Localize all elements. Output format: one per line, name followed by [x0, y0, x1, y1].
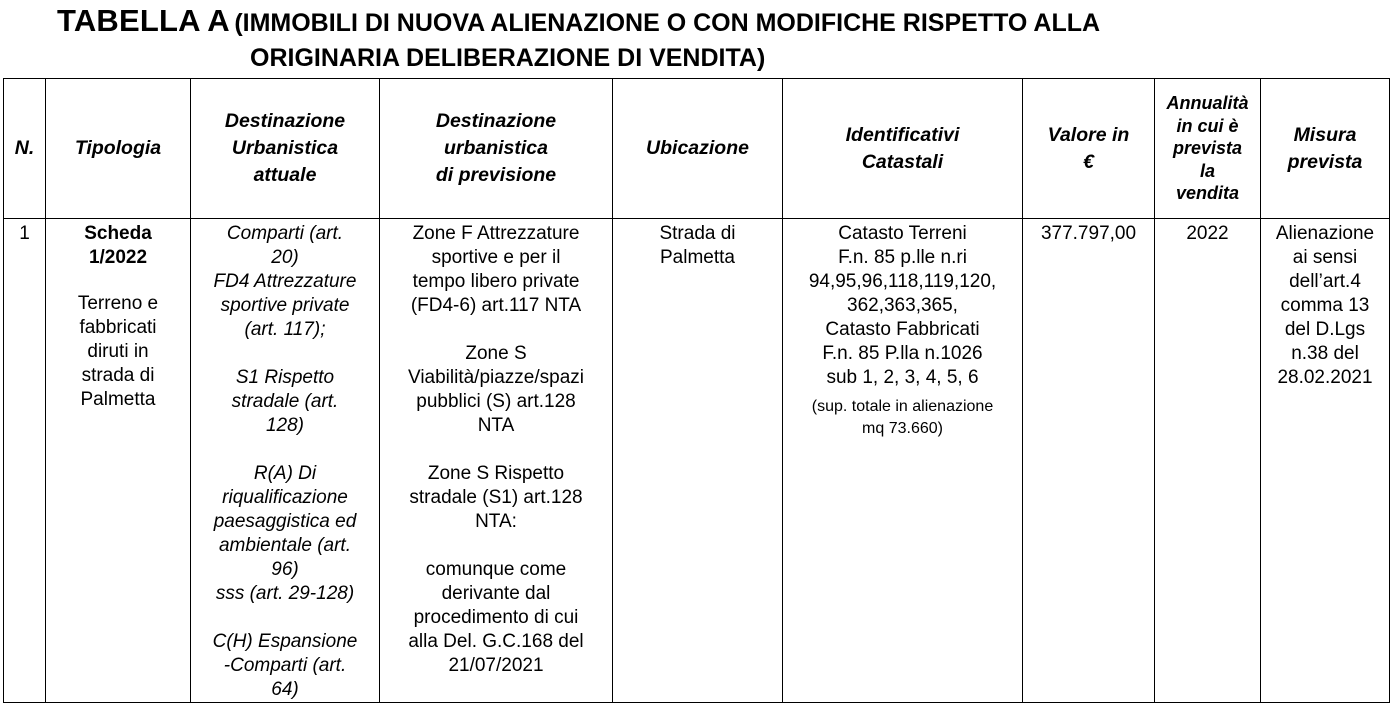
cell-dest-previsione: Zone F Attrezzature sportive e per il tempo libero private (FD4-6) art.117 NTA Zone S Viabilità/piazze/spazi pubblici (S) art.128 NTA Zone S Rispetto stradale (S1) art.128 NTA: comunque come derivante dal procedimento di cui alla Del. G.C.168 del 21/07/2021	[380, 219, 613, 703]
header-num: N.	[4, 79, 46, 219]
header-annualita: Annualità in cui è prevista la vendita	[1155, 79, 1261, 219]
cell-annualita: 2022	[1155, 219, 1261, 703]
header-dest-attuale: Destinazione Urbanistica attuale	[191, 79, 380, 219]
cell-dest-attuale: Comparti (art. 20) FD4 Attrezzature sportive private (art. 117); S1 Rispetto stradale (art. 128) R(A) Di riqualificazione paesaggistica ed ambientale (art. 96) sss (art. 29-128) C(H) Espansione -Comparti (art. 64)	[191, 219, 380, 703]
header-dest-previsione: Destinazione urbanistica di previsione	[380, 79, 613, 219]
identificativi-note: (sup. totale in alienazione mq 73.660)	[811, 398, 994, 437]
tipologia-scheda: Scheda 1/2022	[84, 223, 152, 268]
document-title	[57, 4, 1357, 72]
header-valore: Valore in €	[1023, 79, 1155, 219]
cell-identificativi	[783, 219, 1023, 703]
cell-valore: 377.797,00	[1023, 219, 1155, 703]
properties-table	[3, 78, 1390, 703]
header-misura: Misura prevista	[1261, 79, 1390, 219]
cell-ubicazione: Strada di Palmetta	[613, 219, 783, 703]
cell-misura: Alienazione ai sensi dell’art.4 comma 13 del D.Lgs n.38 del 28.02.2021	[1261, 219, 1390, 703]
identificativi-text: Catasto Terreni F.n. 85 p.lle n.ri 94,95,96,118,119,120, 362,363,365, Catasto Fabbricati F.n. 85 P.lla n.1026 sub 1, 2, 3, 4, 5, 6	[808, 223, 997, 388]
table-header-row	[4, 79, 1390, 219]
title-main: TABELLA A	[57, 3, 230, 38]
cell-num: 1	[4, 219, 46, 703]
header-ubicazione: Ubicazione	[613, 79, 783, 219]
cell-tipologia	[46, 219, 191, 703]
title-subtitle-line2: ORIGINARIA DELIBERAZIONE DI VENDITA)	[250, 44, 766, 72]
tipologia-description: Terreno e fabbricati diruti in strada di Palmetta	[77, 293, 159, 410]
title-subtitle-line1: (IMMOBILI DI NUOVA ALIENAZIONE O CON MODIFICHE RISPETTO ALLA	[234, 9, 1101, 37]
header-tipologia: Tipologia	[46, 79, 191, 219]
header-identificativi: Identificativi Catastali	[783, 79, 1023, 219]
table-row	[4, 219, 1390, 703]
